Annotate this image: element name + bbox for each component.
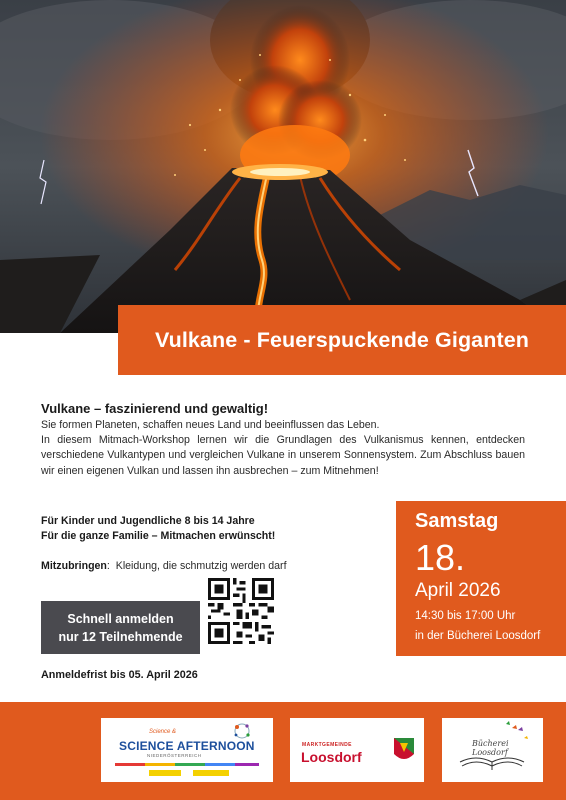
event-time: 14:30 bis 17:00 Uhr xyxy=(415,610,516,622)
intro-line-1: Sie formen Planeten, schaffen neues Land und beeinflussen das Leben. xyxy=(41,419,380,431)
coat-of-arms-icon xyxy=(394,738,414,764)
loosdorf-logo xyxy=(290,718,424,782)
qr-code-icon[interactable] xyxy=(208,578,274,644)
event-month-year: April 2026 xyxy=(415,580,501,601)
footer-bar xyxy=(0,702,566,800)
signup-line-1: Schnell anmelden xyxy=(67,611,174,626)
science-afternoon-name: SCIENCE AFTERNOON xyxy=(119,739,255,753)
registration-deadline: Anmeldefrist bis 05. April 2026 xyxy=(41,669,198,681)
audience-line-2: Für die ganze Familie – Mitmachen erwünscht! xyxy=(41,530,276,542)
science-afternoon-logo xyxy=(101,718,273,782)
audience-line-1: Für Kinder und Jugendliche 8 bis 14 Jahre xyxy=(41,515,255,527)
hero-volcano-image xyxy=(0,0,566,333)
bring-label: Mitzubringen xyxy=(41,560,107,572)
intro-line-2: In diesem Mitmach-Workshop lernen wir die Grundlagen des Vulkanismus kennen, entdecken verschiedene Vulkantypen und vergleichen Vulkane in unserem Sonnensystem. Zum Abschluss bauen wir einen eigenen Vulkan und lassen ihn ausbrechen – zum Mitnehmen! xyxy=(41,434,525,477)
loosdorf-logo-top: MARKTGEMEINDE xyxy=(302,742,352,748)
buecherei-logo-name: Bücherei Loosdorf xyxy=(472,739,509,757)
signup-button[interactable] xyxy=(41,601,200,654)
signup-line-2: nur 12 Teilnehmende xyxy=(58,629,183,644)
event-date-box xyxy=(396,501,566,656)
bring-value: Kleidung, die schmutzig werden darf xyxy=(115,560,287,572)
title-banner xyxy=(118,305,566,375)
buecherei-logo xyxy=(442,718,543,782)
event-place: in der Bücherei Loosdorf xyxy=(415,630,541,642)
page-title: Vulkane - Feuerspuckende Giganten xyxy=(154,327,530,352)
loosdorf-logo-name: Loosdorf xyxy=(301,749,362,765)
event-day: 18. xyxy=(415,537,466,578)
bring-info: Mitzubringen: Kleidung, die schmutzig werden darf xyxy=(41,560,287,572)
volcano-eruption-image xyxy=(0,0,566,333)
science-afternoon-region: NIEDERÖSTERREICH xyxy=(147,753,202,758)
intro-text xyxy=(41,418,525,479)
audience-info xyxy=(41,514,275,544)
event-weekday: Samstag xyxy=(415,510,499,532)
intro-heading: Vulkane – faszinierend und gewaltig! xyxy=(41,401,269,416)
science-afternoon-tagline: Science & xyxy=(149,729,177,735)
